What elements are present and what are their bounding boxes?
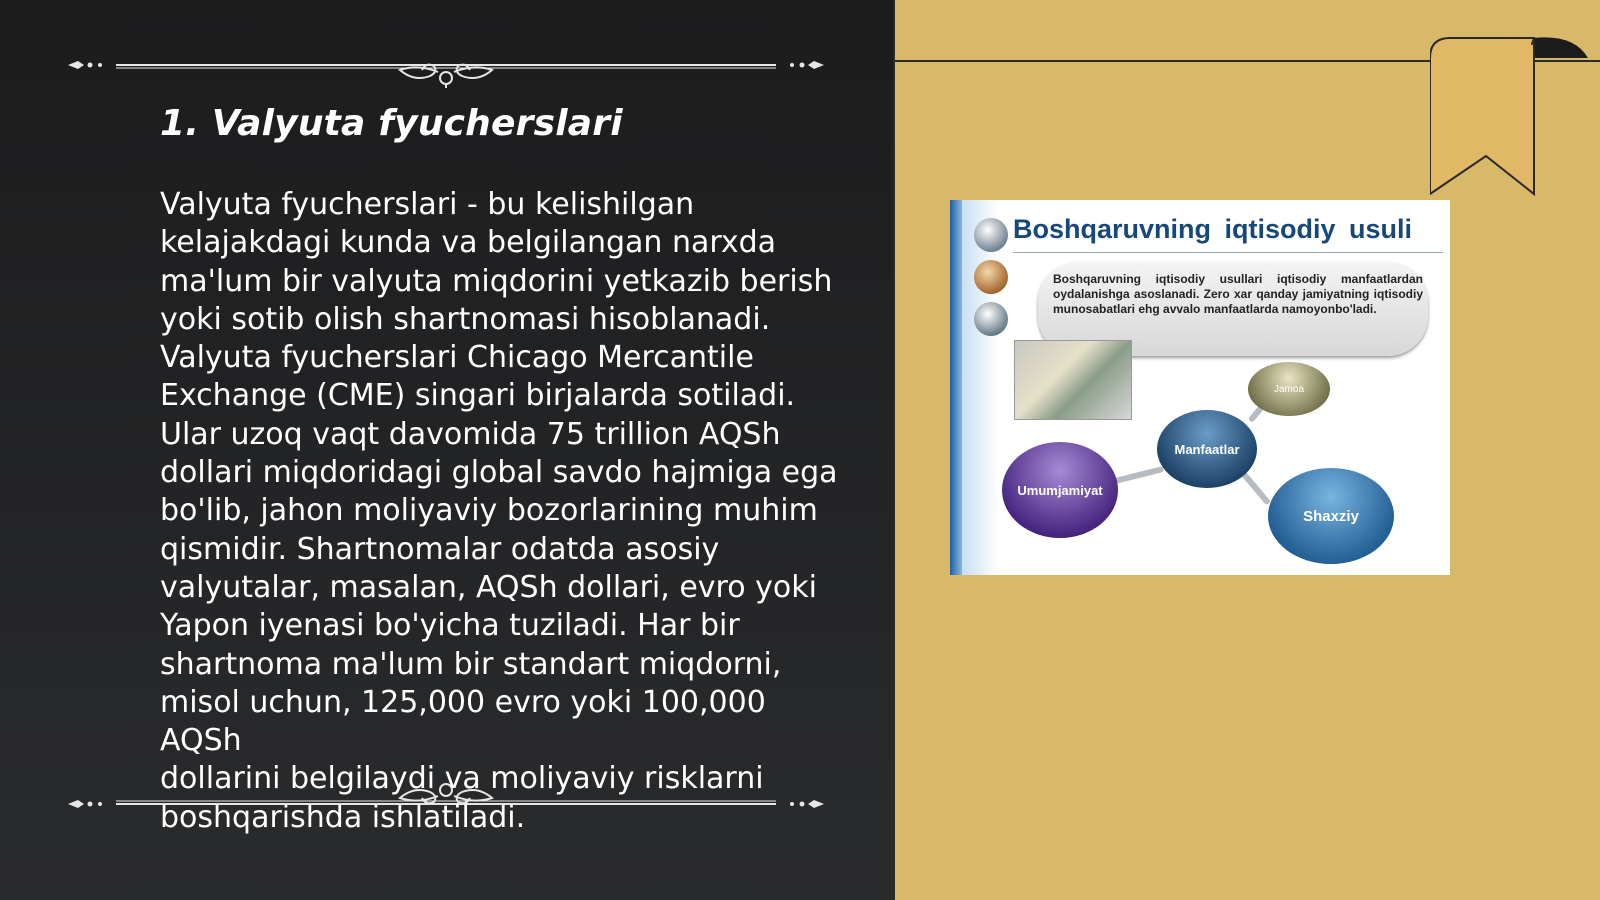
person-icon: [974, 260, 1008, 294]
embedded-slide-text: Boshqaruvning iqtisodiy usullari iqtisodiy manfaatlardan oydalanishga asoslanadi. Zero xar qanday jamiyatning iqtisodiy munosabatlari ehg avvalo manfaatlarda namoyonbo'ladi.: [1053, 272, 1423, 316]
body-line: Valyuta fyucherslari Chicago Mercantile: [160, 340, 754, 376]
body-line: kelajakdagi kunda va belgilangan narxda: [160, 225, 777, 261]
body-line: Valyuta fyucherslari - bu kelishilgan: [160, 187, 695, 222]
slide-title: 1. Valyuta fyucherslari: [160, 103, 623, 144]
globe-icon: [974, 218, 1008, 252]
body-line: qismidir. Shartnomalar odatda asosiy: [160, 531, 720, 567]
embedded-slide-image: [950, 200, 1450, 575]
node-umumjamiyat: Umumjamiyat: [1002, 442, 1118, 538]
node-shaxziy: Shaxziy: [1268, 468, 1394, 564]
body-line: Ular uzoq vaqt davomida 75 trillion AQSh: [160, 416, 781, 452]
node-manfaatlar: Manfaatlar: [1157, 410, 1257, 488]
money-photo: [1014, 340, 1132, 420]
bookmark-ribbon-icon: [1430, 36, 1590, 206]
body-line: ma'lum bir valyuta miqdorini yetkazib berish: [160, 263, 833, 299]
embedded-slide-underline: [1013, 252, 1443, 253]
body-line: dollari miqdoridagi global savdo hajmiga ega: [160, 455, 838, 491]
slide-body-text: [160, 186, 850, 837]
panel-divider: [893, 0, 895, 900]
body-line: bo'lib, jahon moliyaviy bozorlarining muhim: [160, 493, 818, 529]
top-ornament-divider: [68, 44, 824, 88]
body-line: Exchange (CME) singari birjalarda sotiladi.: [160, 378, 796, 414]
body-line: yoki sotib olish shartnomasi hisoblanadi.: [160, 301, 771, 337]
connector-line: [1114, 466, 1164, 484]
embedded-slide-title: Boshqaruvning iqtisodiy usuli: [1013, 214, 1413, 244]
pen-icon: [974, 302, 1008, 336]
node-jamoa: Jamoa: [1248, 362, 1330, 416]
body-line: Yapon iyenasi bo'yicha tuziladi. Har bir: [160, 608, 740, 644]
connector-line: [1241, 471, 1271, 505]
body-line: shartnoma ma'lum bir standart miqdorni,: [160, 646, 782, 682]
body-line: misol uchun, 125,000 evro yoki 100,000 AQSh: [160, 684, 766, 759]
slide-accent-gradient: [962, 200, 998, 575]
body-line: valyutalar, masalan, AQSh dollari, evro yoki: [160, 569, 817, 605]
body-line: boshqarishda ishlatiladi.: [160, 799, 526, 835]
body-line: dollarini belgilaydi va moliyaviy risklarni: [160, 761, 764, 797]
slide-accent-bar: [950, 200, 962, 575]
